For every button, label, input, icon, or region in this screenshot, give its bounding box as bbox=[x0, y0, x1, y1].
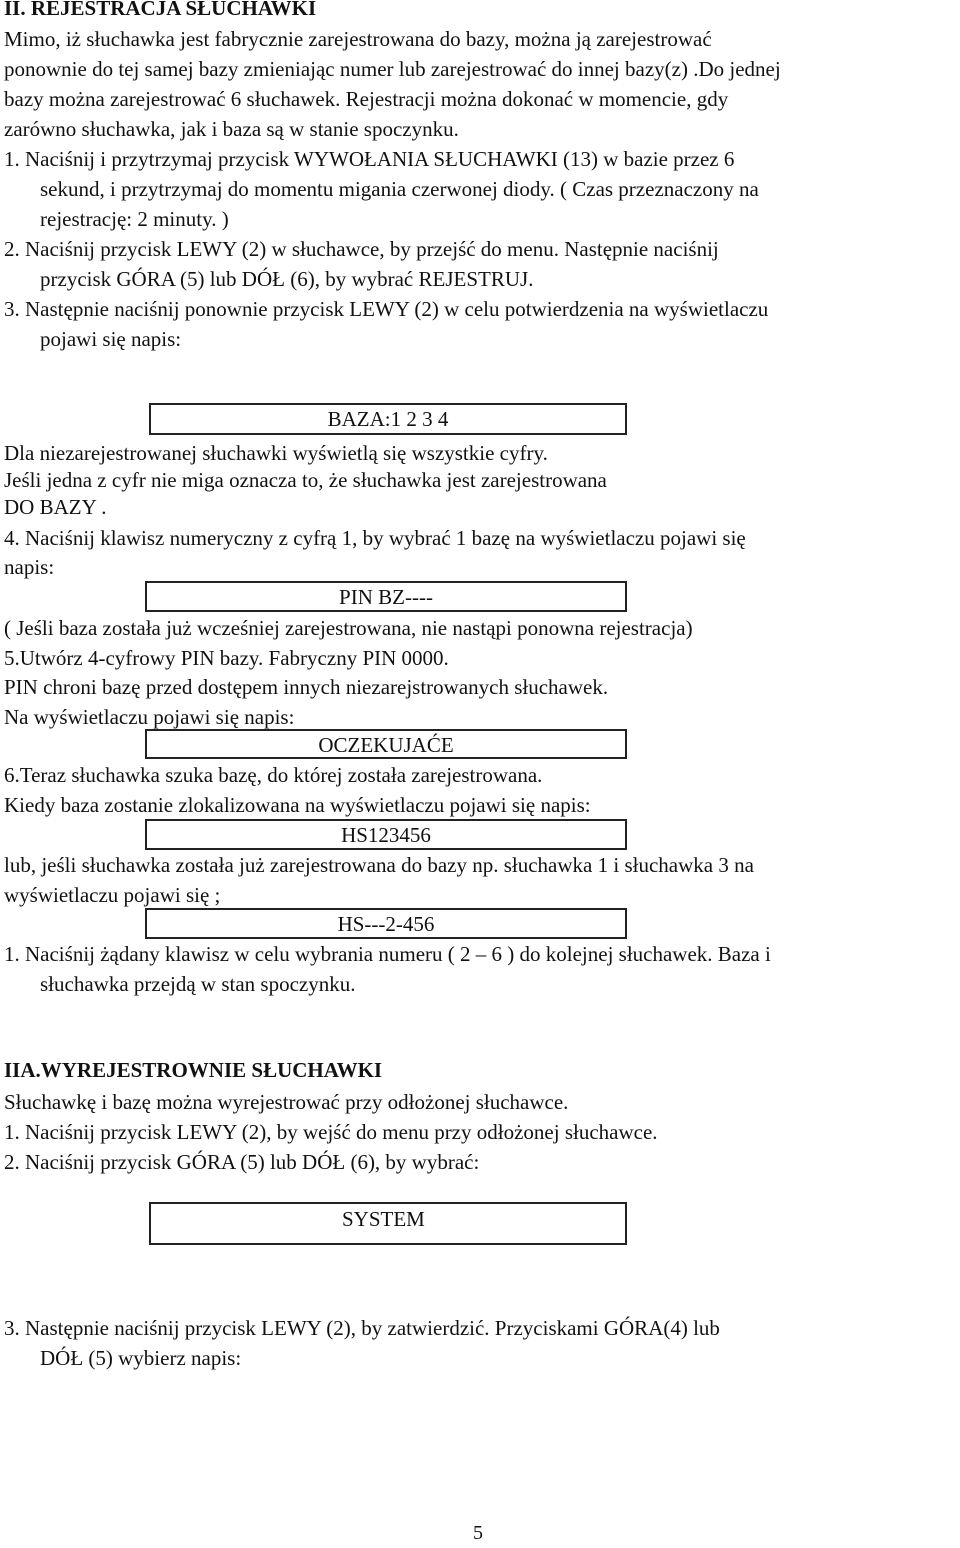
intro-line-2: ponownie do tej samej bazy zmieniając numer lub zarejestrować do innej bazy(z) .Do jednej bbox=[4, 57, 781, 81]
display-box-hs2: HS---2-456 bbox=[145, 908, 627, 939]
display-box-system: SYSTEM bbox=[149, 1202, 627, 1245]
after-baza-line-2: Jeśli jedna z cyfr nie miga oznacza to, że słuchawka jest zarejestrowana bbox=[4, 468, 607, 492]
after-hs-line-1: lub, jeśli słuchawka została już zarejestrowana do bazy np. słuchawka 1 i słuchawka 3 na bbox=[4, 853, 754, 877]
step6-line-2: Kiedy baza zostanie zlokalizowana na wyświetlaczu pojawi się napis: bbox=[4, 793, 591, 817]
after-pin-line-3: PIN chroni bazę przed dostępem innych niezarejstrowanych słuchawek. bbox=[4, 675, 609, 699]
step3-line-1: 3. Następnie naciśnij ponownie przycisk LEWY (2) w celu potwierdzenia na wyświetlaczu bbox=[4, 297, 769, 321]
dereg-line-2: 1. Naciśnij przycisk LEWY (2), by wejść do menu przy odłożonej słuchawce. bbox=[4, 1120, 658, 1144]
intro-line-4: zarówno słuchawka, jak i baza są w stanie spoczynku. bbox=[4, 117, 459, 141]
final-line-2: słuchawka przejdą w stan spoczynku. bbox=[40, 972, 356, 996]
step1-line-2: sekund, i przytrzymaj do momentu migania czerwonej diody. ( Czas przeznaczony na bbox=[40, 177, 759, 201]
step6-line-1: 6.Teraz słuchawka szuka bazę, do której została zarejestrowana. bbox=[4, 763, 543, 787]
final-line-1: 1. Naciśnij żądany klawisz w celu wybrania numeru ( 2 – 6 ) do kolejnej słuchawek. Baza i bbox=[4, 942, 771, 966]
intro-line-1: Mimo, iż słuchawka jest fabrycznie zarejestrowana do bazy, można ją zarejestrować bbox=[4, 27, 712, 51]
section-heading-registration: II. REJESTRACJA SŁUCHAWKI bbox=[4, 0, 317, 20]
dereg-line-1: Słuchawkę i bazę można wyrejestrować przy odłożonej słuchawce. bbox=[4, 1090, 569, 1114]
step2-line-1: 2. Naciśnij przycisk LEWY (2) w słuchawce, by przejść do menu. Następnie naciśnij bbox=[4, 237, 719, 261]
after-baza-line-1: Dla niezarejestrowanej słuchawki wyświetlą się wszystkie cyfry. bbox=[4, 441, 548, 465]
step4-line-1: 4. Naciśnij klawisz numeryczny z cyfrą 1, by wybrać 1 bazę na wyświetlaczu pojawi się bbox=[4, 526, 746, 550]
step1-line-1: 1. Naciśnij i przytrzymaj przycisk WYWOŁANIA SŁUCHAWKI (13) w bazie przez 6 bbox=[4, 147, 735, 171]
display-box-hs: HS123456 bbox=[145, 819, 627, 850]
step4-line-2: napis: bbox=[4, 555, 55, 579]
intro-line-3: bazy można zarejestrować 6 słuchawek. Rejestracji można dokonać w momencie, gdy bbox=[4, 87, 729, 111]
display-box-pin: PIN BZ---- bbox=[145, 581, 627, 612]
display-box-baza: BAZA:1 2 3 4 bbox=[149, 403, 627, 435]
section-heading-deregistration: IIA.WYREJESTROWNIE SŁUCHAWKI bbox=[4, 1058, 383, 1082]
page-number: 5 bbox=[473, 1522, 483, 1544]
dereg-line-3: 2. Naciśnij przycisk GÓRA (5) lub DÓŁ (6), by wybrać: bbox=[4, 1150, 480, 1174]
step3-line-2: pojawi się napis: bbox=[40, 327, 182, 351]
after-pin-line-4: Na wyświetlaczu pojawi się napis: bbox=[4, 705, 295, 729]
dereg-step3-line-1: 3. Następnie naciśnij przycisk LEWY (2), by zatwierdzić. Przyciskami GÓRA(4) lub bbox=[4, 1316, 720, 1340]
after-baza-line-3: DO BAZY . bbox=[4, 495, 107, 519]
after-hs-line-2: wyświetlaczu pojawi się ; bbox=[4, 883, 221, 907]
step2-line-2: przycisk GÓRA (5) lub DÓŁ (6), by wybrać REJESTRUJ. bbox=[40, 267, 534, 291]
after-pin-line-1: ( Jeśli baza została już wcześniej zarejestrowana, nie nastąpi ponowna rejestracja) bbox=[4, 616, 693, 640]
dereg-step3-line-2: DÓŁ (5) wybierz napis: bbox=[40, 1346, 242, 1370]
after-pin-line-2: 5.Utwórz 4-cyfrowy PIN bazy. Fabryczny PIN 0000. bbox=[4, 646, 449, 670]
display-box-waiting: OCZEKUJAĆE bbox=[145, 729, 627, 759]
step1-line-3: rejestrację: 2 minuty. ) bbox=[40, 207, 229, 231]
